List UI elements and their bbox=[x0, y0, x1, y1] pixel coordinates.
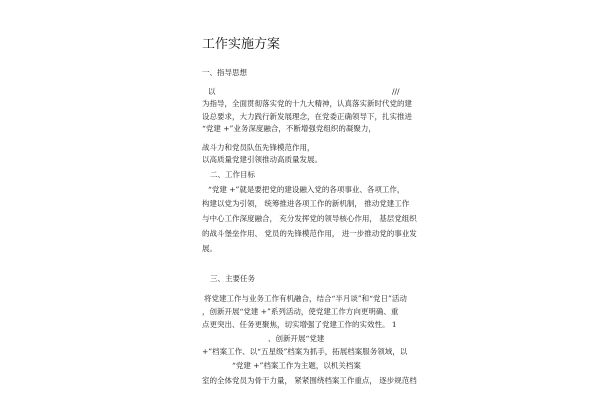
section2-line-2: 构建以党为引领， 统筹推进各项工作的新机制， 推动党建工作 bbox=[202, 199, 410, 208]
section3-line-5: +”档案工作、以“五星级”档案为抓手，拓展档案服务领域，以 bbox=[202, 347, 408, 356]
section2-line-3: 与中心工作深度融合， 充分发挥党的领导核心作用， 基层党组织 bbox=[202, 214, 417, 223]
section1-line-3: “党建 +”业务深度融合，不断增强党组织的凝聚力， bbox=[202, 124, 376, 133]
section3-line-6: “党建 +”档案工作为主题，以机关档案 bbox=[232, 361, 361, 370]
section3-line-2: ，创新开展“党建 +”系列活动，使党建工作方向更明确、重 bbox=[202, 307, 399, 316]
section1-line-1: 为指导，全面贯彻落实党的十九大精神，认真落实新时代党的建 bbox=[202, 99, 412, 108]
section2-line-1: “党建 +”就是要把党的建设融入党的各项事业、各项工作， bbox=[208, 185, 405, 194]
section1-line-prefix: 以 bbox=[208, 87, 216, 96]
section3-heading: 三、主要任务 bbox=[210, 274, 255, 283]
section3-line-7: 室的全体党员为骨干力量， 紧紧围绕档案工作重点， 逐步规范档 bbox=[202, 376, 417, 385]
section1-heading: 一、指导思想 bbox=[202, 68, 247, 77]
section1-line-2: 设总要求，大力践行新发展理念，在党委正确领导下，扎实推进 bbox=[202, 112, 412, 121]
section3-line-1: 将党建工作与业务工作有机融合，结合“半月谈”和“党日”活动 bbox=[204, 294, 407, 303]
section3-line-4: 、创新开展“党建 bbox=[268, 334, 325, 343]
document-title: 工作实施方案 bbox=[202, 37, 281, 52]
section3-line-3: 点更突出、任务更聚焦，切实增强了党建工作的实效性。 1 bbox=[202, 320, 397, 329]
section2-heading: 二、工作目标 bbox=[210, 170, 255, 179]
section2-line-5: 展。 bbox=[202, 244, 217, 253]
section1-line-mark: /// bbox=[392, 87, 400, 96]
section1-line-4: 战斗力和党员队伍先锋模范作用， bbox=[202, 143, 315, 152]
section1-line-5: 以高质量党建引领推动高质量发展。 bbox=[202, 155, 322, 164]
section2-line-4: 的战斗堡垒作用、 党员的先锋模范作用， 进一步推动党的事业发 bbox=[202, 229, 417, 238]
